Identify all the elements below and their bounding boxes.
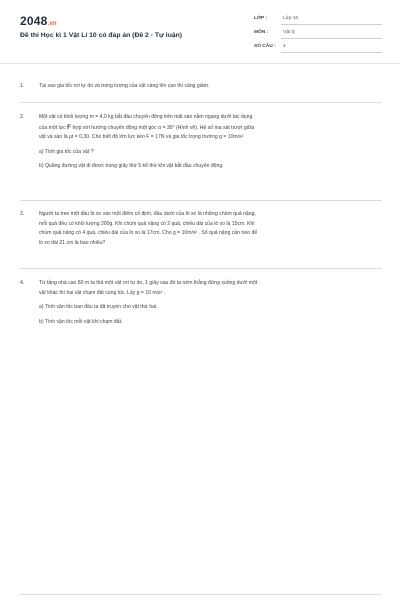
meta-divider xyxy=(281,38,382,39)
question-text: Một vật có khối lượng m = 4,0 kg bắt đầu chuyển động trên mặt sàn nằm ngang dưới tác dụng xyxy=(39,114,253,120)
meta-divider xyxy=(281,52,382,53)
question-text-part: của một lực xyxy=(39,124,66,131)
question-number: 4. xyxy=(20,280,25,286)
meta-divider xyxy=(281,24,382,25)
page-header xyxy=(0,0,400,64)
logo-tld: .vn xyxy=(47,21,57,27)
site-logo[interactable] xyxy=(20,14,57,28)
question-number: 1. xyxy=(20,83,25,89)
question-body xyxy=(39,279,382,327)
question-text: chùm quả nặng có 4 quả, chiều dài của lò xo là 17cm. Cho g = 10m/s² . Số quả nặng cần treo để xyxy=(39,230,258,236)
question-text: mỗi quả đều có khối lượng 200g. Khi chùm quả nặng có 2 quả, chiều dài của lò xo là 15cm. Khi xyxy=(39,220,255,227)
sub-question-a: a) Tính gia tốc của vật ? xyxy=(39,148,94,155)
meta-count-label: SỐ CÂU : xyxy=(254,44,276,49)
question-text: Từ tầng nhà cao 80 m ta thả một vật rơi tự do, 1 giây sau đó ta ném thẳng đứng xuống dưới một xyxy=(39,280,258,286)
question-text: vật và sàn là μt = 0,30. Cho biết độ lớn lực kéo F = 17N và gia tốc trọng trường g = 10m/s² xyxy=(39,134,244,140)
sub-question-b: b) Quãng đường vật đi được trong giây thứ 5 kể thừ khi vật bắt đầu chuyển động. xyxy=(39,163,224,169)
document-title: Đề thi Học kì 1 Vật Lí 10 có đáp án (Đề 2 - Tự luận) xyxy=(20,32,183,39)
question-divider xyxy=(20,268,382,269)
sub-question-a: a) Tính vận tốc ban đầu ta đã truyền cho vật thứ hai. xyxy=(39,304,158,310)
meta-class-value: Lớp 10 xyxy=(283,16,299,21)
question-text-part: hợp với hướng chuyển động một góc α = 30° (Hình vẽ). Hệ số ma sát trượt giữa xyxy=(72,124,255,131)
question-text: lò xo dài 21 cm là bao nhiêu? xyxy=(39,239,106,246)
question-text: Tại sao gia tốc rơi tự do và trọng lượng của vật càng lên cao thì càng giảm. xyxy=(39,83,210,89)
logo-main: 2048 xyxy=(20,14,48,28)
meta-count-row xyxy=(254,42,382,53)
meta-class-label: LỚP : xyxy=(254,16,268,21)
meta-count-value: 4 xyxy=(283,44,286,49)
question-divider xyxy=(20,102,382,103)
question-divider xyxy=(20,200,382,201)
content-frame-bottom xyxy=(20,594,382,595)
question-number: 2. xyxy=(20,114,25,120)
header-divider xyxy=(0,63,400,64)
question-body xyxy=(39,82,382,92)
meta-subject-row xyxy=(254,28,382,39)
question-text: vật khác thì hai vật chạm đất cùng lúc. Lấy g = 10 m/s² . xyxy=(39,289,166,296)
meta-subject-label: MÔN : xyxy=(254,30,269,35)
question-body xyxy=(39,113,382,172)
meta-class-row xyxy=(254,14,382,25)
question-text: Người ta treo một đầu lò xo vào một điểm cố định, đầu dưới của lò xo là những chùm quả nặng, xyxy=(39,211,256,217)
question-number: 3. xyxy=(20,211,25,217)
sub-question-b: b) Tính vận tốc mỗi vật khi chạm đất. xyxy=(39,318,123,325)
force-vector-symbol: F xyxy=(67,123,72,131)
question-body xyxy=(39,210,382,248)
question-text xyxy=(39,123,382,134)
meta-subject-value: Vật lý xyxy=(283,30,295,35)
